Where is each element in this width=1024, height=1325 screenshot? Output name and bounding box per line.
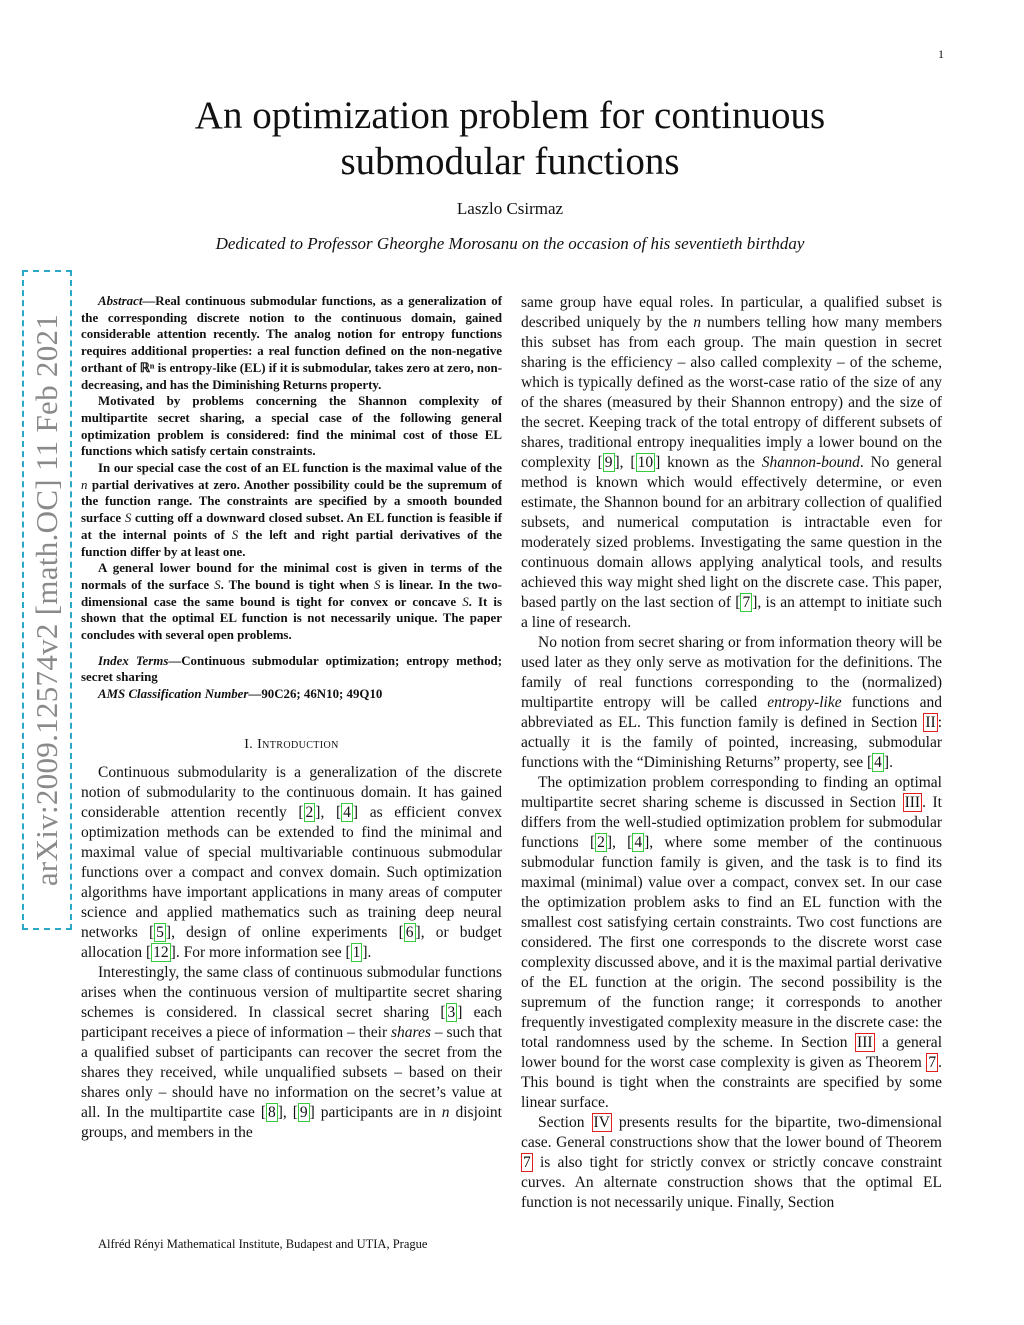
- arxiv-stamp-link[interactable]: [22, 270, 72, 930]
- abstract-paragraph: Abstract—Real continuous submodular functions, as a generalization of the corresponding discrete notion to the continuous domain, gained considerable attention recently. The analog notion for entropy functions requires additional properties: a real function defined on the non-negative orthant of ℝⁿ is entropy-like (EL) if it is submodular, takes zero at zero, non-decreasing, and has the Diminishing Returns property.: [81, 294, 502, 392]
- citation-link[interactable]: 4: [343, 803, 351, 821]
- body-paragraph: Continuous submodularity is a generalization of the discrete notion of submodularity to the continuous domain. It has gained considerable attention recently [ 2 ], [ 4 ] as efficient convex optimization methods can be extended to find the minimal and maximal value of special multivariable continuous submodular functions over a compact and convex domain. Such optimization algorithms have important applications in many areas of computer science and applied mathematics such as training deep neural networks [ 5 ], design of online experiments [ 6 ], or budget allocation [ 12 ]. For more information see [ 1 ].: [81, 763, 502, 961]
- body-paragraph: No notion from secret sharing or from information theory will be used later as they only serve as motivation for the definitions. The family of real functions corresponding to the (normalized) multipartite entropy will be called entropy-like functions and abbreviated as EL. This function family is defined in Section II : actually it is the family of pointed, increasing, submodular functions with the “Diminishing Returns” property, see [ 4 ].: [521, 634, 943, 771]
- page-number: 1: [938, 47, 944, 61]
- citation-link[interactable]: 7: [742, 594, 751, 611]
- right-column: [521, 293, 942, 1213]
- abstract-paragraph: Motivated by problems concerning the Shannon complexity of multipartite secret sharing, a special case of the following general optimization problem is considered: find the minimal cost of those EL functions which satisfy certain constraints.: [81, 394, 502, 459]
- section-link[interactable]: III: [857, 1034, 873, 1051]
- abstract-text: Real continuous submodular functions, as a generalization of the corresponding discrete notion to the continuous domain, gained considerable attention recently. The analog notion for entropy functions requires additional properties: a real function defined on the non-negative orthant of ℝⁿ is entropy-like (EL) if it is submodular, takes zero at zero, non-decreasing, and has the Diminishing Returns property.: [81, 294, 502, 392]
- section-heading-introduction: I. Introduction: [244, 736, 339, 752]
- body-paragraph: Section IV presents results for the bipartite, two-dimensional case. General constructions show that the lower bound of Theorem 7 is also tight for strictly convex or strictly concave constraint curves. An alternate construction shows that the optimal EL function is not necessarily unique. Finally, Section: [521, 1114, 943, 1211]
- introduction-text: [81, 763, 502, 1143]
- section-link[interactable]: IV: [593, 1114, 610, 1131]
- abstract: [81, 293, 502, 703]
- citation-link[interactable]: 4: [874, 754, 882, 771]
- ams-classification: AMS Classification Number—90C26; 46N10; 49Q10: [98, 687, 383, 702]
- abstract-label: Abstract: [98, 294, 143, 308]
- abstract-paragraph: A general lower bound for the minimal cost is given in terms of the normals of the surface S. The bound is tight when S is linear. In the two-dimensional case the same bound is tight for convex or concave S. It is shown that the optimal EL function is not necessarily unique. The paper concludes with several open problems.: [81, 561, 502, 643]
- citation-link[interactable]: 8: [268, 1103, 276, 1121]
- abstract-paragraph: In our special case the cost of an EL function is the maximal value of the n partial derivatives at zero. Another possibility could be the supremum of the function range. The constraints are specified by a smooth bounded surface S cutting off a downward closed subset. An EL function is feasible if at the internal points of S the left and right partial derivatives of the function differ by at least one.: [81, 461, 502, 559]
- citation-link[interactable]: 2: [597, 834, 605, 851]
- dedication: Dedicated to Professor Gheorghe Morosanu on the occasion of his seventieth birthday: [215, 234, 805, 253]
- citation-link[interactable]: 12: [153, 943, 169, 961]
- citation-link[interactable]: 3: [447, 1003, 456, 1021]
- paper-title: [130, 93, 890, 185]
- citation-link[interactable]: 2: [305, 803, 314, 821]
- body-paragraph: Interestingly, the same class of continuous submodular functions arises when the continuous version of multipartite secret sharing schemes is considered. In classical secret sharing [ 3 ] each participant receives a piece of information – their shares – such that a qualified subset of participants can recover the secret from the shares they received, while unqualified subsets – based on their shares only – should have no information on the secret’s value at all. In the multipartite case [ 8 ], [ 9 ] participants are in n disjoint groups, and members in the: [81, 963, 503, 1141]
- citation-link[interactable]: 9: [299, 1103, 308, 1121]
- left-column: [81, 293, 502, 1143]
- title-line-2: submodular functions: [340, 140, 680, 183]
- title-line-1: An optimization problem for continuous: [194, 94, 826, 137]
- section-link[interactable]: III: [904, 794, 921, 811]
- body-paragraph: same group have equal roles. In particular, a qualified subset is described uniquely by the n numbers telling how many members this subset has from each group. The main question in secret sharing is the efficiency – also called complexity – of the scheme, which is typically defined as the worst-case ratio of the size of any of the shares (measured by their Shannon entropy) and the size of the secret. Keeping track of the total entropy of different subsets of shares, traditional entropy inequalities imply a lower bound on the complexity [ 9 ], [ 10 ] known as the Shannon-bound. No general method is known which would effectively determine, or even estimate, the Shannon bound for an arbitrary collection of qualified subsets, and numerical computation is intractable even for moderately sized problems. Investigating the same question in the continuous domain allows applying analytical tools, and results achieved this way might shed light on the discrete case. This paper, based partly on the last section of [ 7 ], is an attempt to initiate such a line of research.: [521, 294, 943, 631]
- index-terms: Index Terms—Continuous submodular optimization; entropy method; secret sharing: [81, 653, 502, 685]
- citation-link[interactable]: 9: [604, 454, 613, 471]
- citation-link[interactable]: 5: [156, 923, 164, 941]
- citation-link[interactable]: 1: [352, 943, 361, 961]
- citation-link[interactable]: 4: [634, 834, 643, 851]
- body-paragraph: The optimization problem corresponding to finding an optimal multipartite secret sharing scheme is discussed in Section III . It differs from the well-studied optimization problem for submodular functions [ 2 ], [ 4 ], where some member of the continuous submodular function family is given, and the task is to find its maximal (minimal) value over a compact, convex set. In our case the optimization problem asks to find an EL function with the smallest cost satisfying certain constraints. Two cost functions are considered. The first one corresponds to the discrete worst case complexity discussed above, and it is the maximal partial derivative of the EL function at the origin. The second possibility is the supremum of the function range; it corresponds to another frequently investigated complexity measure in the discrete case: the total randomness used by the scheme. In Section III a general lower bound for the worst case complexity is given as Theorem 7 . This bound is tight when the constraints are specified by some linear surface.: [521, 774, 942, 1111]
- arxiv-stamp: arXiv:2009.12574v2 [math.OC] 11 Feb 2021: [29, 313, 64, 887]
- citation-link[interactable]: 10: [637, 454, 654, 471]
- section-link[interactable]: II: [925, 714, 936, 731]
- author: Laszlo Csirmaz: [456, 199, 564, 218]
- affiliation-footnote: Alfréd Rényi Mathematical Institute, Budapest and UTIA, Prague: [98, 1237, 428, 1251]
- citation-link[interactable]: 6: [405, 923, 414, 941]
- theorem-link[interactable]: 7: [928, 1054, 937, 1071]
- theorem-link[interactable]: 7: [523, 1154, 531, 1171]
